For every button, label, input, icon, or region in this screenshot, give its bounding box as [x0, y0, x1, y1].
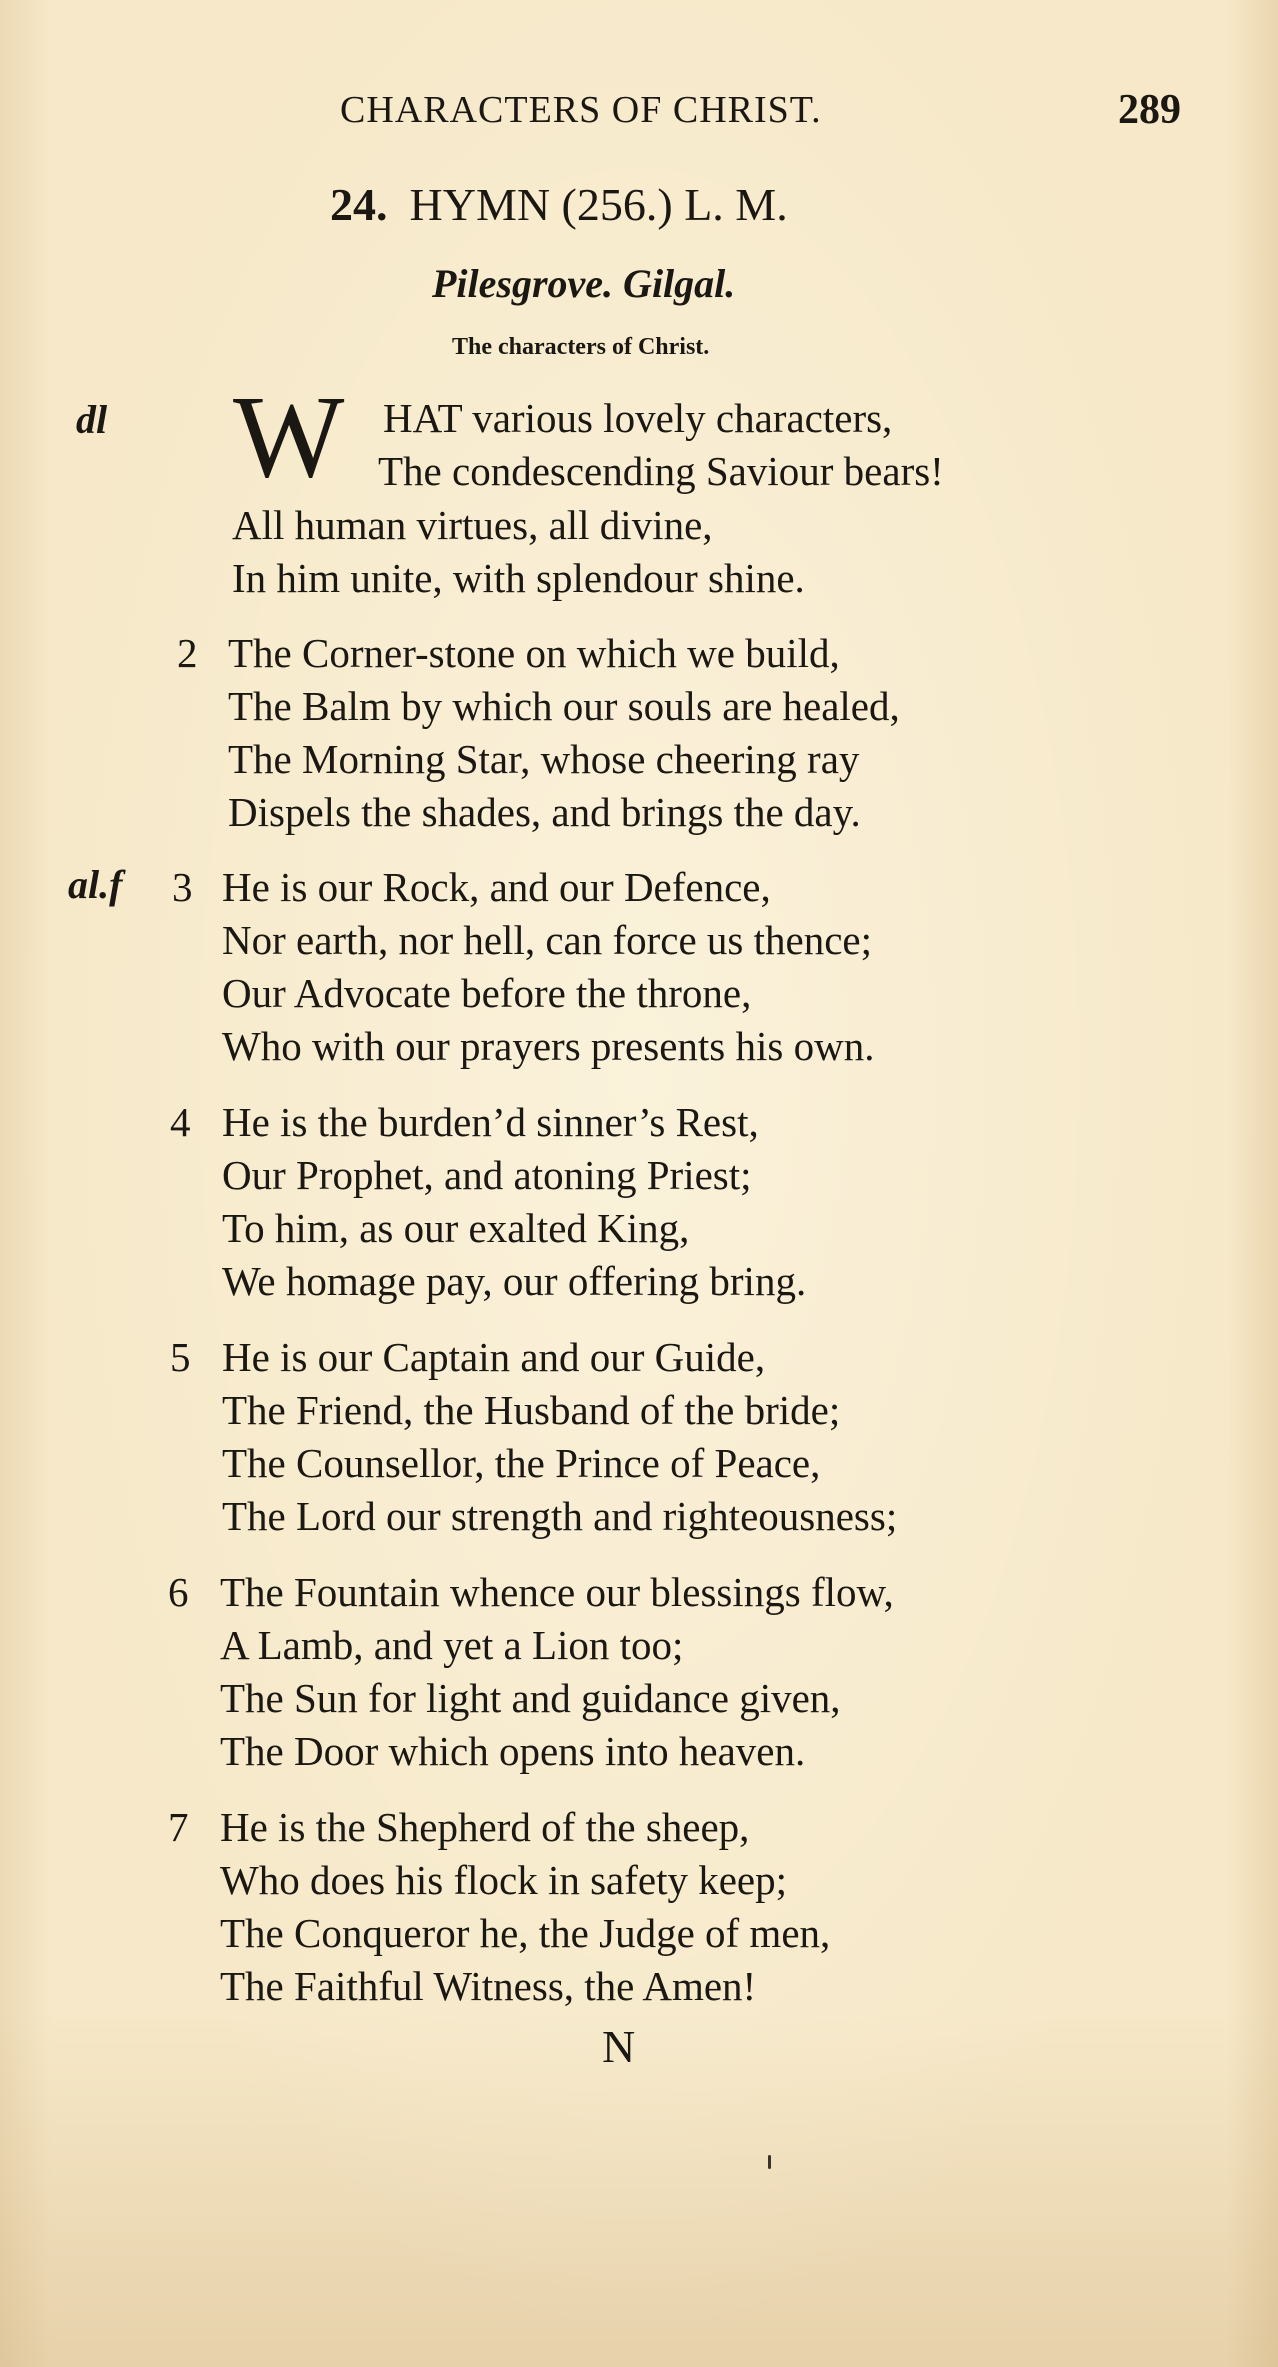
verse5-number: 5: [170, 1334, 191, 1380]
verse4-line1: He is the burden’d sinner’s Rest,: [222, 1099, 759, 1145]
verse4-line3: To him, as our exalted King,: [222, 1205, 690, 1251]
verse7-number: 7: [168, 1804, 189, 1850]
hymn-number: 24.: [330, 179, 388, 230]
hymn-title: HYMN (256.) L. M.: [409, 179, 788, 230]
tune-names: Pilesgrove. Gilgal.: [432, 261, 736, 306]
verse1-line4: In him unite, with splendour shine.: [232, 555, 805, 601]
verse7-line4: The Faithful Witness, the Amen!: [220, 1963, 757, 2009]
hymn-subject: The characters of Christ.: [452, 334, 710, 360]
verse1-line3: All human virtues, all divine,: [232, 502, 713, 548]
verse4-line4: We homage pay, our offering bring.: [222, 1258, 807, 1304]
verse2-line4: Dispels the shades, and brings the day.: [228, 789, 861, 835]
verse3-line4: Who with our prayers presents his own.: [222, 1023, 875, 1069]
verse5-line1: He is our Captain and our Guide,: [222, 1334, 766, 1380]
signature-mark: N: [602, 2021, 636, 2072]
verse6-line2: A Lamb, and yet a Lion too;: [220, 1622, 684, 1668]
verse3-line2: Nor earth, nor hell, can force us thence;: [222, 917, 873, 963]
verse7-line1: He is the Shepherd of the sheep,: [220, 1804, 750, 1850]
verse4-line2: Our Prophet, and atoning Priest;: [222, 1152, 752, 1198]
verse6-line1: The Fountain whence our blessings flow,: [220, 1569, 894, 1615]
verse2-line3: The Morning Star, whose cheering ray: [228, 736, 860, 782]
ink-speck: [768, 2155, 771, 2169]
verse6-number: 6: [168, 1569, 189, 1615]
page-number: 289: [1118, 87, 1181, 133]
verse2-number: 2: [177, 630, 198, 676]
running-head: CHARACTERS OF CHRIST.: [340, 89, 822, 131]
verse5-line4: The Lord our strength and righteousness;: [222, 1493, 898, 1539]
verse7-line3: The Conqueror he, the Judge of men,: [220, 1910, 831, 1956]
verse3-line1: He is our Rock, and our Defence,: [222, 864, 771, 910]
hymn-heading: [330, 178, 788, 231]
margin-mark-verse3: al.f: [68, 862, 123, 907]
verse3-number: 3: [172, 864, 193, 910]
verse4-number: 4: [170, 1099, 191, 1145]
verse3-line3: Our Advocate before the throne,: [222, 970, 752, 1016]
verse5-line3: The Counsellor, the Prince of Peace,: [222, 1440, 821, 1486]
verse2-line1: The Corner-stone on which we build,: [228, 630, 840, 676]
verse2-line2: The Balm by which our souls are healed,: [228, 683, 900, 729]
verse6-line3: The Sun for light and guidance given,: [220, 1675, 841, 1721]
verse1-line2: The condescending Saviour bears!: [378, 448, 944, 494]
verse6-line4: The Door which opens into heaven.: [220, 1728, 806, 1774]
margin-mark-verse1: dl: [76, 397, 108, 442]
verse7-line2: Who does his flock in safety keep;: [220, 1857, 788, 1903]
drop-cap: W: [233, 371, 345, 502]
verse5-line2: The Friend, the Husband of the bride;: [222, 1387, 841, 1433]
verse1-line1: HAT various lovely characters,: [383, 395, 893, 441]
